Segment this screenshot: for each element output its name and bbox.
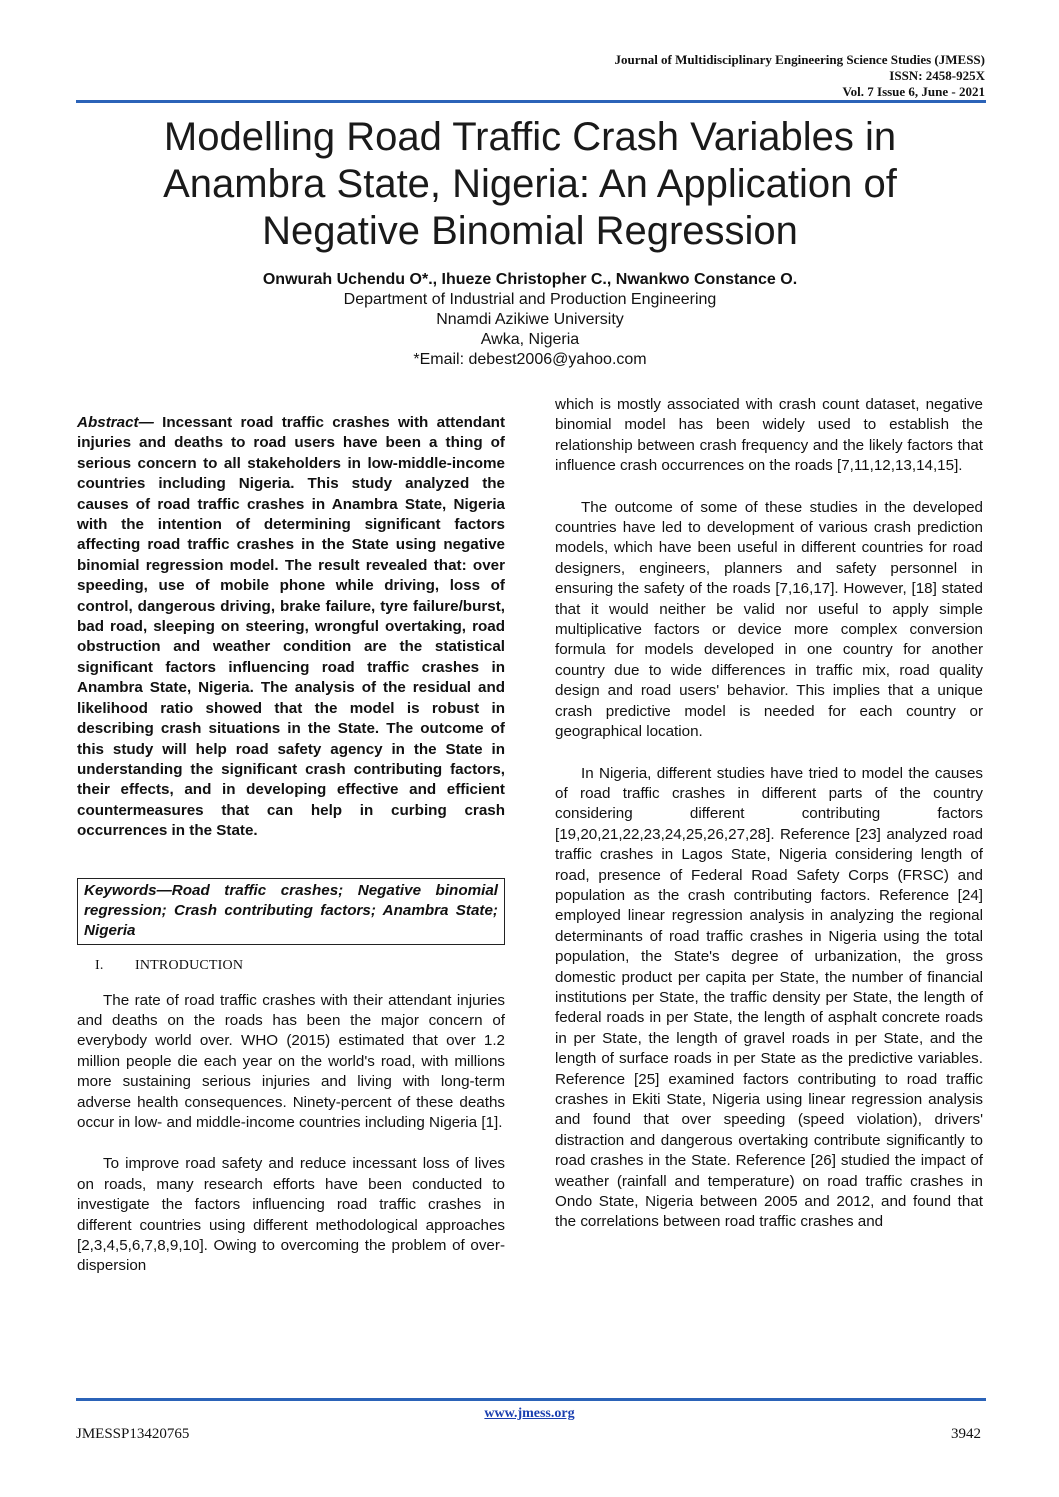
title-line: Anambra State, Nigeria: An Application of: [163, 162, 897, 206]
abstract-text: Incessant road traffic crashes with attendant injuries and deaths to road users have been a thing of serious concern to all stakeholders in low-middle-income countries including Nigeria. This study analyzed the causes of road traffic crashes in Anambra State, Nigeria with the intention of determining significant factors affecting road traffic crashes in the State using negative binomial regression model. The result revealed that: over speeding, use of mobile phone while driving, loss of control, dangerous driving, brake failure, tyre failure/burst, bad road, sleeping on steering, wrongful overtaking, road obstruction and weather condition are the statistical significant factors influencing road traffic crashes in Anambra State, Nigeria. The analysis of the residual and likelihood ratio showed that the model is robust in describing crash situations in the State. The outcome of this study will help road safety agency in the State in understanding the significant crash contributing factors, their effects, and in developing effective and efficient countermeasures that can help in curbing crash occurrences in the State.: [77, 414, 505, 840]
paper-title: [80, 114, 980, 255]
journal-website-link[interactable]: www.jmess.org: [484, 1406, 575, 1421]
left-column: [77, 413, 505, 1298]
affiliation-university: Nnamdi Azikiwe University: [436, 311, 624, 328]
journal-header: [614, 52, 985, 100]
body-paragraph: In Nigeria, different studies have tried to model the causes of road traffic crashes in different parts of the country considering different contributing factors [19,20,21,22,23,24,25,26,27,28]. Reference [23] analyzed road traffic crashes in Lagos State, Nigeria considering length of road, presence of Federal Road Safety Corps (FRSC) and population as the crash contributing factors. Reference [24] employed linear regression analysis in analyzing the regional determinants of road traffic crashes in Nigeria using the total population, the State's degree of urbanization, the gross domestic product per capita per State, the number of financial institutions per State, the traffic density per State, the length of federal roads in per State, the length of asphalt concrete roads in per State, the length of gravel roads in per State, and the length of surface roads in per State as the predictive variables. Reference [25] examined factors contributing to road traffic crashes in Ekiti State, Nigeria using linear regression analysis and found that over speeding (speed violation), drivers' distraction and dangerous overtaking contribute significantly to road crashes in the State. Reference [26] studied the impact of weather (rainfall and temperature) on road traffic crashes in Ondo State, Nigeria between 2005 and 2012, and found that the correlations between road traffic crashes and: [555, 764, 983, 1231]
keywords-box: [77, 878, 505, 945]
header-rule: [76, 100, 986, 103]
paper-id: JMESSP13420765: [76, 1426, 190, 1442]
body-paragraph: The rate of road traffic crashes with their attendant injuries and deaths on the roads has been the major concern of everybody world over. WHO (2015) estimated that over 1.2 million people die each year on the world's road, with millions more sustaining serious injuries and living with long-term adverse health consequences. Ninety-percent of these deaths occur in low- and middle-income countries including Nigeria [1].: [77, 991, 505, 1131]
journal-volume: Vol. 7 Issue 6, June - 2021: [842, 84, 985, 99]
journal-issn: ISSN: 2458-925X: [889, 68, 985, 83]
affiliation-location: Awka, Nigeria: [480, 331, 580, 348]
author-list: Onwurah Uchendu O*., Ihueze Christopher C., Nwankwo Constance O.: [262, 271, 798, 288]
affiliation-block: [80, 290, 980, 370]
keywords-label: Keywords—: [84, 881, 172, 899]
abstract-label: Abstract—: [77, 414, 154, 431]
title-line: Negative Binomial Regression: [262, 209, 798, 253]
body-paragraph: The outcome of some of these studies in the developed countries have led to development of various crash prediction models, which have been useful in different countries for road designers, engineers, planners and safety personnel in ensuring the safety of the roads [7,16,17]. However, [18] stated that it would neither be valid nor useful to apply simple multiplicative factors or device more complex conversion formula for models developed in one country for another country due to wide differences in traffic mix, road quality design and road users' behavior. This implies that a unique crash predictive model is needed for each country or geographical location.: [555, 498, 983, 741]
journal-name: Journal of Multidisciplinary Engineering Science Studies (JMESS): [614, 52, 985, 67]
title-line: Modelling Road Traffic Crash Variables in: [163, 115, 897, 159]
section-title: INTRODUCTION: [135, 957, 244, 973]
footer-rule: [76, 1398, 986, 1401]
body-paragraph: which is mostly associated with crash count dataset, negative binomial model has been widely used to establish the relationship between crash frequency and the likely factors that influence crash occurrences on the roads [7,11,12,13,14,15].: [555, 396, 983, 475]
keywords-text: Road traffic crashes; Negative binomial regression; Crash contributing factors; Anambra State; Nigeria: [84, 881, 498, 939]
body-paragraph: To improve road safety and reduce incessant loss of lives on roads, many research efforts have been conducted to investigate the factors influencing road traffic crashes in different countries using different methodological approaches [2,3,4,5,6,7,8,9,10]. Owing to overcoming the problem of over-dispersion: [77, 1155, 505, 1275]
section-number: I.: [95, 957, 104, 973]
abstract: [77, 413, 505, 842]
right-column: [555, 395, 983, 1254]
affiliation-department: Department of Industrial and Production Engineering: [343, 291, 717, 308]
section-heading: [77, 957, 505, 975]
affiliation-email: *Email: debest2006@yahoo.com: [413, 351, 647, 368]
page-number: 3942: [951, 1426, 981, 1442]
